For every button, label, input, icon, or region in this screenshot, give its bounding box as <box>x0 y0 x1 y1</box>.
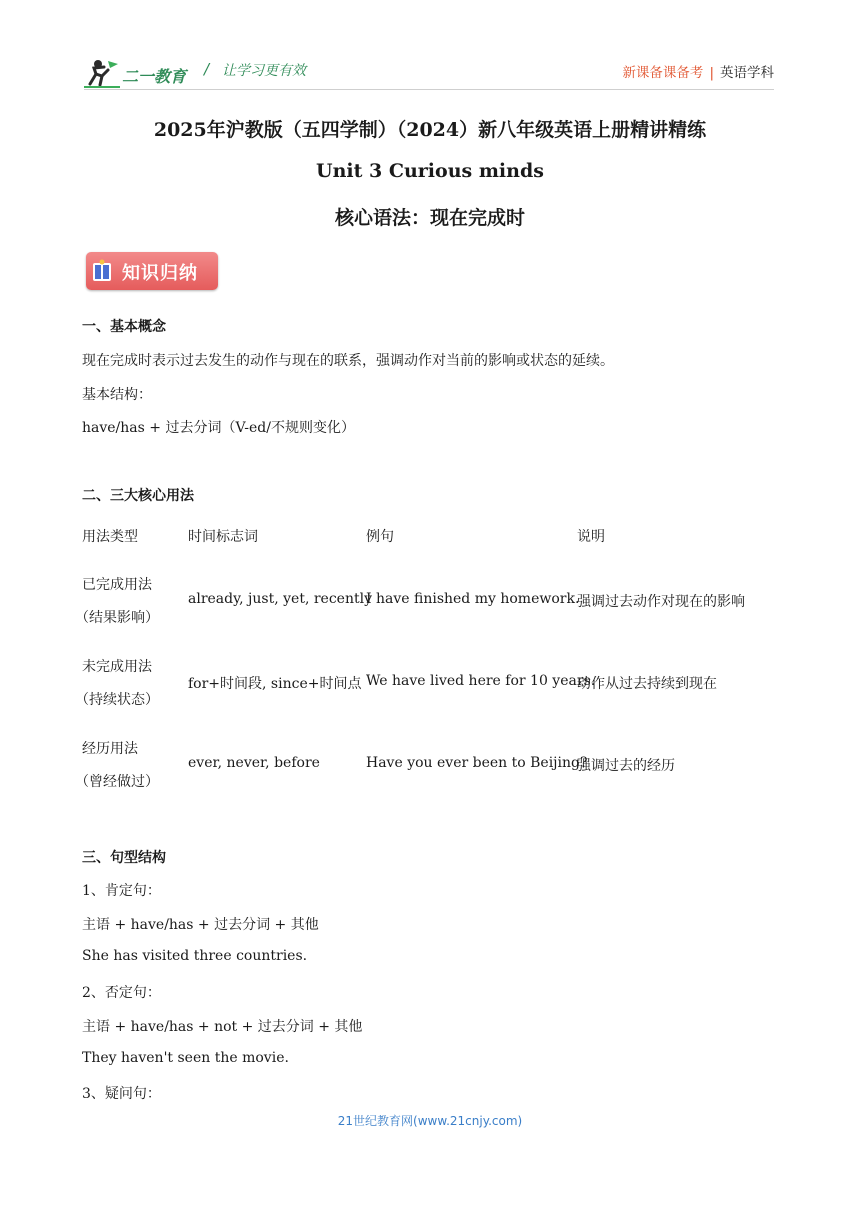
table-row-type: 经历用法 <box>82 741 138 757</box>
table-row-markers: already, just, yet, recently <box>188 591 372 607</box>
negative-label: 2、否定句： <box>82 985 161 1001</box>
section1-structure: have/has + 过去分词（V-ed/不规则变化） <box>82 420 355 436</box>
table-row-note: 强调过去动作对现在的影响 <box>577 594 745 610</box>
slogan: 让学习更有效 <box>222 63 306 79</box>
table-header-type: 用法类型 <box>82 529 138 545</box>
section1-heading: 一、基本概念 <box>82 319 166 335</box>
unit-title: Unit 3 Curious minds <box>316 160 544 182</box>
table-row-type-note: （曾经做过） <box>75 774 159 790</box>
table-header-example: 例句 <box>366 529 394 545</box>
table-header-markers: 时间标志词 <box>188 529 258 545</box>
table-row-note: 动作从过去持续到现在 <box>577 676 717 692</box>
table-row-type-note: （持续状态） <box>75 692 159 708</box>
question-label: 3、疑问句： <box>82 1086 161 1102</box>
section1-paragraph: 现在完成时表示过去发生的动作与现在的联系，强调动作对当前的影响或状态的延续。 <box>82 353 614 369</box>
table-header-note: 说明 <box>577 529 605 545</box>
header-right <box>622 61 774 81</box>
table-row-note: 强调过去的经历 <box>577 758 675 774</box>
logo <box>84 58 194 90</box>
table-row-type-note: （结果影响） <box>75 610 159 626</box>
table-row-type: 未完成用法 <box>82 659 152 675</box>
affirmative-example: She has visited three countries. <box>82 948 308 964</box>
table-row-example: We have lived here for 10 years. <box>366 673 596 689</box>
section1-structure-label: 基本结构： <box>82 387 152 403</box>
book-icon <box>92 259 112 283</box>
header-subject: 英语学科 <box>720 65 774 81</box>
knowledge-badge <box>86 252 218 290</box>
section2-heading: 二、三大核心用法 <box>82 488 194 504</box>
table-row-type: 已完成用法 <box>82 577 152 593</box>
grammar-title: 核心语法：现在完成时 <box>334 207 525 229</box>
slogan-separator: / <box>204 60 210 78</box>
header-divider: | <box>709 65 714 81</box>
table-row-markers: for+时间段, since+时间点 <box>188 676 362 692</box>
table-row-example: I have finished my homework. <box>366 591 580 607</box>
affirmative-label: 1、肯定句： <box>82 883 161 899</box>
table-row-markers: ever, never, before <box>188 755 320 771</box>
table-row-example: Have you ever been to Beijing? <box>366 755 588 771</box>
negative-example: They haven't seen the movie. <box>82 1050 289 1066</box>
header-course-label: 新课备课备考 <box>622 65 704 81</box>
logo-text: 二一教育 <box>122 67 187 86</box>
affirmative-pattern: 主语 + have/has + 过去分词 + 其他 <box>82 917 319 933</box>
badge-label: 知识归纳 <box>122 263 198 284</box>
footer-source: 21世纪教育网(www.21cnjy.com) <box>337 1114 523 1128</box>
negative-pattern: 主语 + have/has + not + 过去分词 + 其他 <box>82 1019 363 1035</box>
doc-title: 2025年沪教版（五四学制）（2024）新八年级英语上册精讲精练 <box>153 119 707 141</box>
section3-heading: 三、句型结构 <box>82 850 166 866</box>
header-rule <box>84 89 774 90</box>
